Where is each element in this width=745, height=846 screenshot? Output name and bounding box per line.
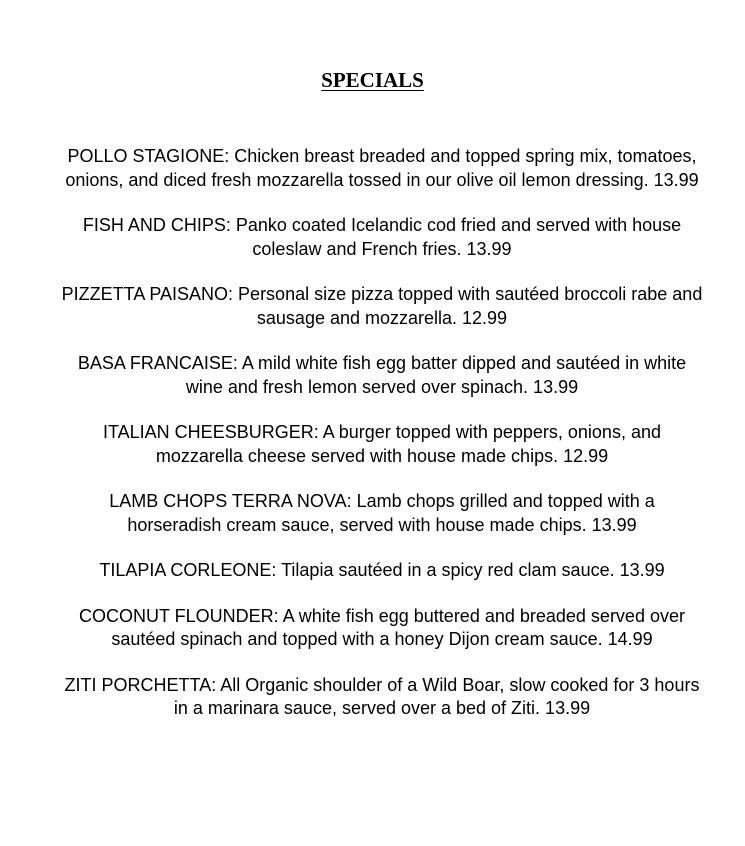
menu-item-lamb-chops-terra-nova [60,490,704,537]
item-description: Lamb chops grilled and topped with a horseradish cream sauce, served with house made chips. 13.99 [127,491,655,535]
item-name: POLLO STAGIONE: [67,146,230,166]
item-name: BASA FRANCAISE: [77,353,238,373]
menu-item-fish-and-chips [60,214,704,261]
item-description: A mild white fish egg batter dipped and sautéed in white wine and fresh lemon served over spinach. 13.99 [185,353,687,397]
item-description: All Organic shoulder of a Wild Boar, slow cooked for 3 hours in a marinara sauce, served over a bed of Ziti. 13.99 [173,674,700,718]
menu-item-tilapia-corleone [60,559,704,583]
item-name: TILAPIA CORLEONE: [99,560,277,580]
item-name: PIZZETTA PAISANO: [61,284,234,304]
item-description: Personal size pizza topped with sautéed broccoli rabe and sausage and mozzarella. 12.99 [238,284,703,328]
menu-item-pollo-stagione [60,145,704,192]
page-title: SPECIALS [321,68,424,92]
menu-item-basa-francaise [60,352,704,399]
item-description: A white fish egg buttered and breaded served over sautéed spinach and topped with a honey Dijon cream sauce. 14.99 [111,605,685,649]
item-name: LAMB CHOPS TERRA NOVA: [109,491,352,511]
menu-item-coconut-flounder [60,605,704,652]
specials-list [60,145,704,743]
menu-item-ziti-porchetta [60,674,704,721]
item-name: COCONUT FLOUNDER: [79,605,279,626]
item-description: Chicken breast breaded and topped spring mix, tomatoes, onions, and diced fresh mozzarella tossed in our olive oil lemon dressing. 13.99 [65,146,699,190]
item-description: Tilapia sautéed in a spicy red clam sauce. 13.99 [281,560,665,580]
menu-item-pizzetta-paisano [60,283,704,330]
item-description: A burger topped with peppers, onions, and mozzarella cheese served with house made chips. 12.99 [155,422,661,466]
item-description: Panko coated Icelandic cod fried and served with house coleslaw and French fries. 13.99 [235,215,682,259]
item-name: FISH AND CHIPS: [82,215,231,235]
item-name: ZITI PORCHETTA: [64,674,217,695]
menu-item-italian-cheesburger [60,421,704,468]
item-name: ITALIAN CHEESBURGER: [103,422,319,442]
